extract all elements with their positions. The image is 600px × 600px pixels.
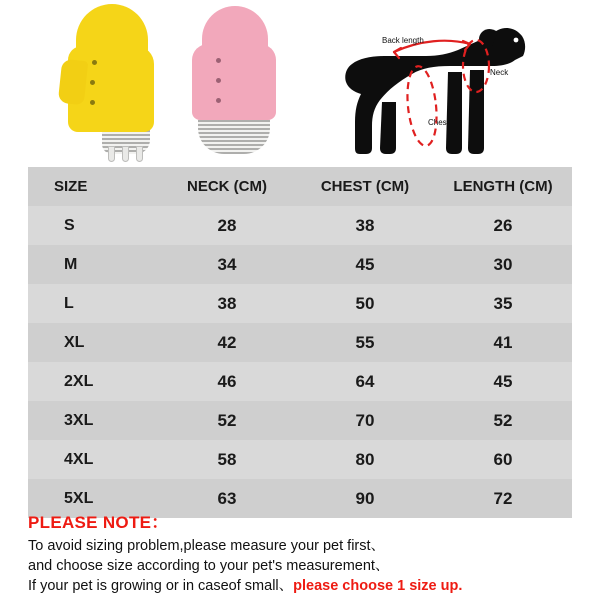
- label-neck: Neck: [490, 68, 509, 77]
- cell-length: 52: [434, 401, 572, 440]
- header-neck: NECK (CM): [158, 167, 296, 206]
- cell-chest: 38: [296, 206, 434, 245]
- cell-neck: 58: [158, 440, 296, 479]
- pink-raincoat-image: [180, 6, 285, 161]
- table-row: [28, 284, 572, 323]
- note-line-1: To avoid sizing problem,please measure your pet first、: [28, 538, 386, 554]
- cell-chest: 80: [296, 440, 434, 479]
- please-note-section: [28, 508, 588, 596]
- table-row: [28, 401, 572, 440]
- note-line-3-highlight: please choose 1 size up.: [293, 578, 463, 594]
- yellow-leg-strap: [136, 146, 143, 162]
- yellow-sleeve: [58, 59, 88, 105]
- header-chest: CHEST (CM): [296, 167, 434, 206]
- dog-measurement-diagram: [330, 6, 540, 158]
- pink-body: [192, 44, 276, 120]
- cell-chest: 90: [296, 479, 434, 518]
- cell-chest: 70: [296, 401, 434, 440]
- table-row: [28, 245, 572, 284]
- cell-neck: 42: [158, 323, 296, 362]
- cell-neck: 34: [158, 245, 296, 284]
- table-row: [28, 206, 572, 245]
- cell-neck: 46: [158, 362, 296, 401]
- header-size: SIZE: [28, 167, 158, 206]
- cell-size: L: [28, 284, 158, 323]
- cell-neck: 52: [158, 401, 296, 440]
- product-image-strip: [0, 0, 600, 166]
- pink-snap-button: [216, 58, 221, 63]
- yellow-leg-strap: [122, 146, 129, 162]
- cell-size: 4XL: [28, 440, 158, 479]
- yellow-snap-button: [92, 60, 97, 65]
- yellow-raincoat-image: [60, 4, 165, 162]
- cell-size: 5XL: [28, 479, 158, 518]
- cell-neck: 38: [158, 284, 296, 323]
- cell-length: 26: [434, 206, 572, 245]
- note-line-3-prefix: If your pet is growing or in caseof small、: [28, 578, 294, 594]
- cell-length: 60: [434, 440, 572, 479]
- cell-size: 2XL: [28, 362, 158, 401]
- pink-snap-button: [216, 98, 221, 103]
- yellow-leg-strap: [108, 146, 115, 162]
- cell-length: 72: [434, 479, 572, 518]
- size-table: [28, 167, 572, 518]
- size-table-wrapper: [28, 167, 572, 518]
- dog-silhouette-icon: [330, 6, 540, 158]
- cell-chest: 50: [296, 284, 434, 323]
- cell-length: 45: [434, 362, 572, 401]
- cell-length: 30: [434, 245, 572, 284]
- note-line-2: and choose size according to your pet's measurement、: [28, 558, 390, 574]
- cell-length: 35: [434, 284, 572, 323]
- table-row: [28, 440, 572, 479]
- note-line-3: [28, 576, 588, 596]
- cell-size: XL: [28, 323, 158, 362]
- cell-chest: 45: [296, 245, 434, 284]
- cell-size: S: [28, 206, 158, 245]
- table-header-row: [28, 167, 572, 206]
- cell-chest: 64: [296, 362, 434, 401]
- table-row: [28, 362, 572, 401]
- yellow-snap-button: [90, 80, 95, 85]
- label-chest: Chest: [428, 118, 449, 127]
- label-back-length: Back length: [382, 36, 424, 45]
- table-row: [28, 323, 572, 362]
- yellow-snap-button: [90, 100, 95, 105]
- cell-chest: 55: [296, 323, 434, 362]
- cell-size: 3XL: [28, 401, 158, 440]
- pink-snap-button: [216, 78, 221, 83]
- note-title: PLEASE NOTE：: [28, 513, 169, 532]
- cell-neck: 63: [158, 479, 296, 518]
- cell-neck: 28: [158, 206, 296, 245]
- cell-length: 41: [434, 323, 572, 362]
- cell-size: M: [28, 245, 158, 284]
- header-length: LENGTH (CM): [434, 167, 572, 206]
